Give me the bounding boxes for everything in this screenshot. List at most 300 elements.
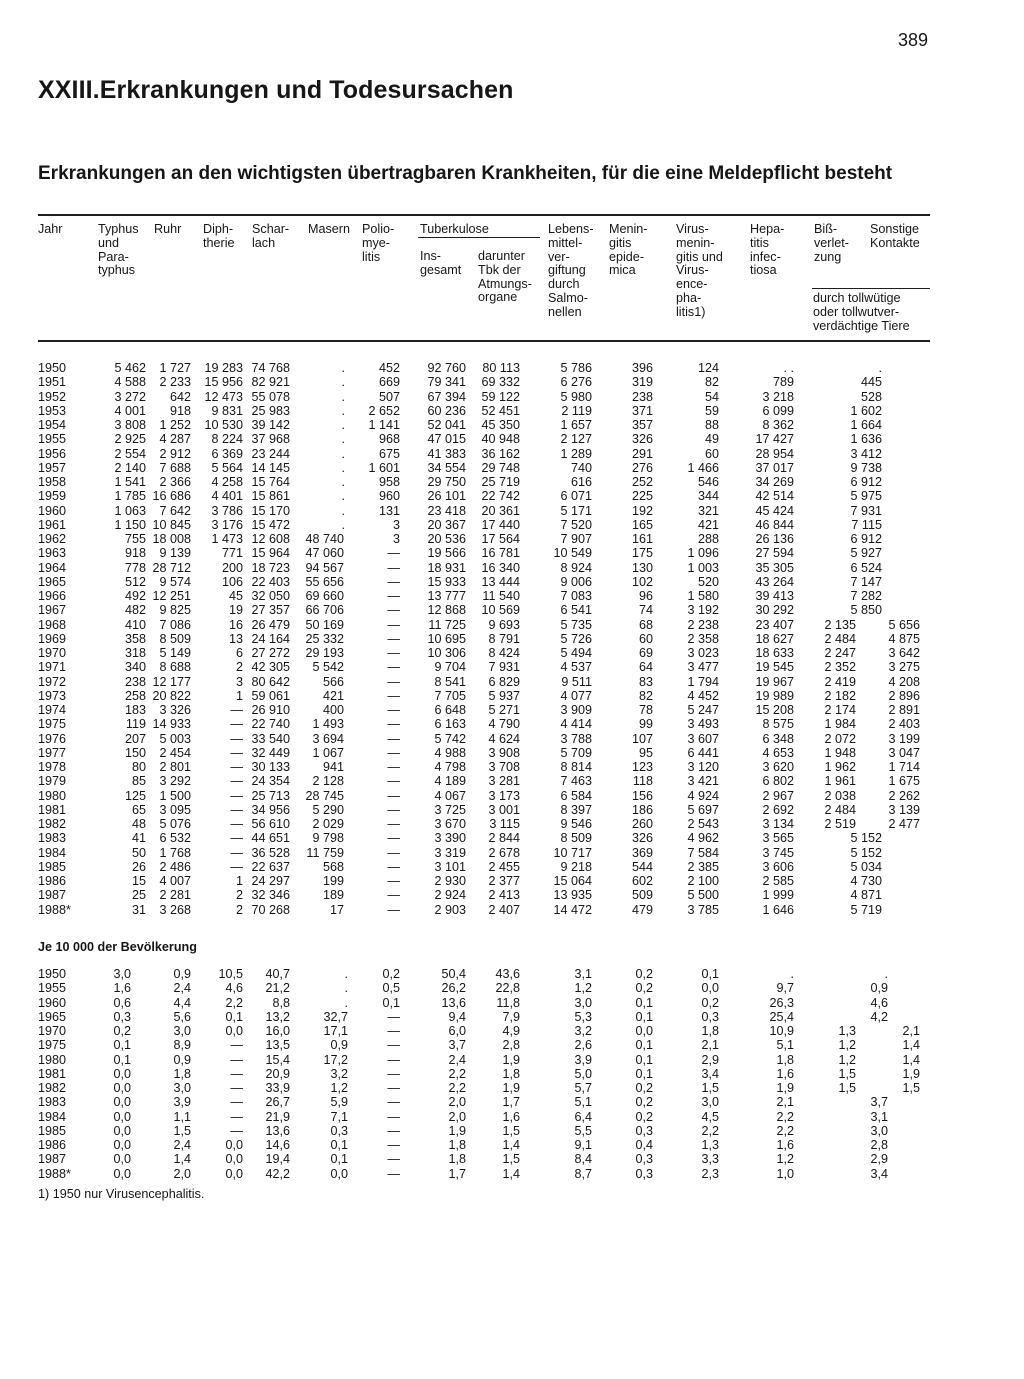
col-ruhr-cell: 12 177 xyxy=(152,674,191,689)
col-meningitis-cell: 326 xyxy=(631,432,653,447)
col-lebensmittel-cell: 5 980 xyxy=(560,389,592,404)
col-virus-cell: 60 xyxy=(704,446,719,461)
rate-meningitis-cell: 0,3 xyxy=(635,1123,653,1138)
col-typhus-cell: 119 xyxy=(125,717,146,732)
rate-typhus-cell: 3,0 xyxy=(113,967,131,981)
col-virus-cell: 344 xyxy=(697,489,719,504)
col-polio-cell: 131 xyxy=(378,503,400,518)
col-lebensmittel-cell: 5 709 xyxy=(560,745,592,760)
col-tbk-insgesamt-cell: 2 924 xyxy=(434,888,466,903)
rate-tbk-insgesamt-cell: 13,6 xyxy=(441,995,466,1010)
table-top-rule xyxy=(38,214,930,216)
rate-masern-cell: . xyxy=(344,981,348,996)
col-diphtherie-cell: 6 369 xyxy=(211,446,243,461)
rate-tollwut-total-cell: 4,6 xyxy=(870,995,888,1010)
col-masern-cell: 25 332 xyxy=(305,631,344,646)
rate-scharlach-cell: 16,0 xyxy=(265,1024,290,1038)
col-tollwut-total-cell xyxy=(822,774,882,788)
col-diphtherie-cell: 2 xyxy=(235,888,243,903)
col-meningitis-cell: 291 xyxy=(631,446,653,461)
col-tollwut-total-cell: 7 147 xyxy=(850,574,882,589)
col-lebensmittel-cell: 6 584 xyxy=(560,788,592,803)
col-tollwut-total-cell xyxy=(822,703,882,717)
col-scharlach-cell: 15 764 xyxy=(251,475,290,489)
col-scharlach xyxy=(230,361,290,917)
col-tbk-atmung-cell: 9 693 xyxy=(488,617,520,632)
col-tbk-atmung-cell: 16 340 xyxy=(481,560,520,575)
col-meningitis-cell: 68 xyxy=(638,617,653,632)
col-tbk-atmung-cell: 40 948 xyxy=(481,432,520,447)
col-years-cell: 1977 xyxy=(38,745,67,760)
col-lebensmittel-cell: 6 541 xyxy=(560,603,592,618)
col-polio-cell: — xyxy=(387,888,400,903)
rate-polio-cell: 0,2 xyxy=(382,967,400,981)
rate-ruhr-cell: 1,4 xyxy=(173,1152,191,1167)
col-tbk-insgesamt-cell: 6 648 xyxy=(434,703,466,717)
col-diphtherie-cell: — xyxy=(230,859,243,874)
col-virus-cell: 321 xyxy=(697,503,719,518)
rate-tbk-insgesamt-cell: 3,7 xyxy=(448,1038,466,1053)
rate-meningitis-cell: 0,2 xyxy=(635,1081,653,1095)
col-meningitis-cell: 544 xyxy=(631,859,653,874)
col-tollwut-total-cell xyxy=(822,689,882,703)
col-scharlach-cell: 22 740 xyxy=(251,717,290,732)
col-polio-cell: — xyxy=(387,574,400,589)
col-years-cell: 1987 xyxy=(38,888,67,903)
col-tollwut-total-cell: 528 xyxy=(860,389,882,404)
col-polio-marks-cell: . xyxy=(341,375,345,390)
col-biss-cell: 2 135 xyxy=(824,617,856,632)
col-scharlach-cell: 55 078 xyxy=(251,389,290,404)
rate-scharlach-cell: 14,6 xyxy=(265,1138,290,1152)
col-tbk-insgesamt-cell: 15 933 xyxy=(427,574,466,589)
col-years-cell: 1986 xyxy=(38,874,67,888)
col-hepatitis-cell: 45 424 xyxy=(755,503,794,518)
rate-tollwut-total-cell xyxy=(828,1067,888,1081)
col-scharlach-cell: 15 861 xyxy=(251,489,290,504)
rate-masern-cell: . xyxy=(344,967,348,981)
col-years-cell: 1981 xyxy=(38,802,67,817)
rate-diphtherie-cell: — xyxy=(230,1109,243,1124)
rate-virus-cell: 2,9 xyxy=(701,1052,719,1067)
rate-lebensmittel-cell: 3,9 xyxy=(574,1052,592,1067)
rate-virus-cell: 0,2 xyxy=(701,995,719,1010)
col-tollwut-total-cell: 5 152 xyxy=(850,831,882,846)
col-lebensmittel-cell: 5 726 xyxy=(560,631,592,646)
col-typhus-cell: 15 xyxy=(131,874,146,888)
col-typhus-cell: 778 xyxy=(124,560,146,575)
rate-lebensmittel-cell: 5,3 xyxy=(574,1009,592,1024)
col-sonstige-cell: 3 642 xyxy=(888,646,920,660)
col-polio-marks-cell: . xyxy=(341,403,345,418)
col-tollwut-total-cell: 9 738 xyxy=(850,460,882,475)
col-diphtherie-cell: 8 224 xyxy=(211,432,243,447)
col-meningitis-cell: 102 xyxy=(631,574,653,589)
rate-tbk-atmung-cell: 1,5 xyxy=(502,1152,520,1167)
col-scharlach-cell: 36 528 xyxy=(251,845,290,860)
col-polio-cell: — xyxy=(387,660,400,675)
header-masern: Masern xyxy=(308,222,350,236)
rate-diphtherie-cell: 0,0 xyxy=(225,1024,243,1038)
col-hepatitis-cell: 1 646 xyxy=(762,902,794,917)
col-scharlach-cell: 22 403 xyxy=(251,574,290,589)
col-years-cell: 1965 xyxy=(38,574,67,589)
col-hepatitis-cell: 19 967 xyxy=(755,674,794,689)
col-scharlach-cell: 33 540 xyxy=(251,731,290,746)
page-number: 389 xyxy=(898,30,929,50)
rate-tbk-atmung-cell: 1,6 xyxy=(502,1109,520,1124)
rate-years-cell: 1955 xyxy=(38,981,67,996)
col-masern-cell: 1 493 xyxy=(312,717,344,732)
rate-tbk-insgesamt-cell: 1,8 xyxy=(448,1152,466,1167)
col-hepatitis-cell: 37 017 xyxy=(755,460,794,475)
rate-virus-cell: 3,3 xyxy=(701,1152,719,1167)
rate-sonstige-cell: 1,5 xyxy=(902,1081,920,1095)
col-scharlach-cell: 25 713 xyxy=(251,788,290,803)
col-virus-cell: 88 xyxy=(704,418,719,432)
col-scharlach-cell: 27 357 xyxy=(251,603,290,618)
col-typhus-cell: 318 xyxy=(124,646,146,660)
header-tollwut: durch tollwütige oder tollwutver- verdächtige Tiere xyxy=(813,291,910,333)
col-lebensmittel-cell: 1 289 xyxy=(560,446,592,461)
col-virus-cell: 5 500 xyxy=(687,888,719,903)
col-typhus-cell: 65 xyxy=(131,802,146,817)
rate-typhus-cell: 0,6 xyxy=(113,995,131,1010)
rate-virus-cell: 2,2 xyxy=(701,1123,719,1138)
header-meningitis: Menin- gitis epide- mica xyxy=(609,222,648,278)
rate-scharlach-cell: 13,6 xyxy=(265,1123,290,1138)
rate-lebensmittel-cell: 1,2 xyxy=(574,981,592,996)
col-hepatitis-cell: 34 269 xyxy=(755,475,794,489)
rate-virus-cell: 3,0 xyxy=(701,1095,719,1110)
rate-masern-cell: 1,2 xyxy=(330,1081,348,1095)
col-masern-cell: 2 128 xyxy=(312,774,344,789)
col-virus-cell: 3 023 xyxy=(687,646,719,660)
col-lebensmittel-cell: 7 907 xyxy=(560,532,592,546)
col-tbk-atmung-cell: 2 678 xyxy=(488,845,520,860)
rate-diphtherie-cell: 0,1 xyxy=(225,1009,243,1024)
col-tbk-atmung-cell: 8 424 xyxy=(488,646,520,660)
col-biss-cell: 2 072 xyxy=(824,731,856,746)
rate-hepatitis-cell: 1,8 xyxy=(776,1052,794,1067)
col-tbk-atmung-cell: 5 937 xyxy=(488,688,520,703)
col-meningitis-cell: 238 xyxy=(631,389,653,404)
col-typhus-cell: 1 063 xyxy=(114,503,146,518)
col-typhus-cell: 4 001 xyxy=(114,403,146,418)
rate-hepatitis-cell: . xyxy=(790,967,794,981)
rate-typhus-cell: 0,0 xyxy=(113,1095,131,1110)
rate-tollwut-total-cell xyxy=(828,1024,888,1038)
col-years-cell: 1968 xyxy=(38,617,67,632)
col-sonstige-cell: 2 477 xyxy=(888,817,920,831)
col-polio-marks-cell: . xyxy=(341,418,345,432)
col-meningitis-cell: 602 xyxy=(631,874,653,888)
rate-years-cell: 1981 xyxy=(38,1066,67,1081)
col-ruhr-cell: 28 712 xyxy=(152,560,191,575)
col-years-cell: 1950 xyxy=(38,361,67,375)
col-ruhr xyxy=(131,361,191,917)
rate-diphtherie-cell: 4,6 xyxy=(225,981,243,996)
col-tbk-insgesamt-cell: 60 236 xyxy=(427,403,466,418)
col-years-cell: 1951 xyxy=(38,375,67,390)
col-lebensmittel-cell: 5 494 xyxy=(560,646,592,660)
col-typhus-cell: 258 xyxy=(124,688,146,703)
col-biss-cell: 2 038 xyxy=(824,788,856,803)
col-tbk-insgesamt-cell: 11 725 xyxy=(428,617,466,632)
col-years-cell: 1961 xyxy=(38,517,67,532)
col-meningitis-cell: 82 xyxy=(638,688,653,703)
col-tbk-insgesamt-cell: 47 015 xyxy=(427,432,466,447)
col-polio-cell: 958 xyxy=(378,475,400,489)
col-virus-cell: 1 466 xyxy=(687,460,719,475)
rate-virus-cell: 4,5 xyxy=(701,1109,719,1124)
rate-ruhr-cell: 3,9 xyxy=(173,1095,191,1110)
col-meningitis-cell: 99 xyxy=(638,717,653,732)
col-lebensmittel-cell: 3 909 xyxy=(560,703,592,717)
col-hepatitis-cell: 789 xyxy=(772,375,794,390)
col-years-cell: 1971 xyxy=(38,660,67,675)
col-tbk-insgesamt-cell: 20 536 xyxy=(427,532,466,546)
rate-lebensmittel-cell: 5,1 xyxy=(574,1095,592,1110)
rate-scharlach-cell: 20,9 xyxy=(265,1066,290,1081)
rate-years-cell: 1980 xyxy=(38,1052,67,1067)
col-ruhr-cell: 2 801 xyxy=(159,760,191,774)
col-virus-cell: 2 358 xyxy=(687,631,719,646)
col-tbk-atmung-cell: 6 829 xyxy=(488,674,520,689)
col-hepatitis-cell: 42 514 xyxy=(755,489,794,504)
rate-ruhr xyxy=(131,967,191,1181)
col-tollwut-total-cell: 5 850 xyxy=(850,603,882,618)
rate-scharlach-cell: 8,8 xyxy=(272,995,290,1010)
col-ruhr-cell: 2 486 xyxy=(159,859,191,874)
col-ruhr-cell: 2 366 xyxy=(159,475,191,489)
rate-masern-cell: 17,2 xyxy=(323,1052,348,1067)
col-ruhr-cell: 2 233 xyxy=(159,375,191,390)
col-masern-cell: 941 xyxy=(322,760,344,774)
col-tbk-atmung-cell: 17 440 xyxy=(481,517,520,532)
col-masern-cell: 566 xyxy=(322,674,344,689)
col-tollwut-total xyxy=(822,361,882,917)
col-diphtherie-cell: 19 283 xyxy=(204,361,243,375)
col-tollwut-total-cell xyxy=(822,675,882,689)
col-virus-cell: 82 xyxy=(704,375,719,390)
col-masern-cell: 17 xyxy=(329,902,344,917)
col-scharlach-cell: 27 272 xyxy=(251,646,290,660)
col-meningitis-cell: 225 xyxy=(631,489,653,504)
col-polio-marks-cell: . xyxy=(341,389,345,404)
col-tbk-atmung-cell: 8 791 xyxy=(488,631,520,646)
rate-ruhr-cell: 0,9 xyxy=(173,1052,191,1067)
rate-scharlach-cell: 15,4 xyxy=(265,1052,290,1067)
col-polio-cell: — xyxy=(387,902,400,917)
col-biss-cell: 1 962 xyxy=(824,760,856,774)
rate-years-cell: 1975 xyxy=(38,1038,67,1053)
rate-lebensmittel-cell: 5,0 xyxy=(574,1066,592,1081)
rate-masern-cell: 0,3 xyxy=(330,1123,348,1138)
header-scharlach: Schar- lach xyxy=(252,222,290,250)
col-diphtherie-cell: 1 xyxy=(235,688,243,703)
col-masern-cell: 11 759 xyxy=(306,845,344,860)
rate-sonstige-cell: 1,9 xyxy=(902,1066,920,1081)
col-masern-cell: 48 740 xyxy=(305,532,344,546)
col-masern-cell: 421 xyxy=(322,688,344,703)
col-scharlach-cell: 18 723 xyxy=(251,560,290,575)
rate-hepatitis-cell: 2,2 xyxy=(776,1109,794,1124)
col-ruhr-cell: 18 008 xyxy=(152,532,191,546)
chapter-title: XXIII.Erkrankungen und Todesursachen xyxy=(38,76,514,104)
rate-tollwut-total-cell: 4,2 xyxy=(870,1009,888,1024)
col-ruhr-cell: 5 076 xyxy=(159,817,191,831)
col-biss-cell: 1 984 xyxy=(824,717,856,732)
col-scharlach-cell: 23 244 xyxy=(251,446,290,461)
rate-years-cell: 1983 xyxy=(38,1095,67,1110)
col-scharlach-cell: 15 170 xyxy=(251,503,290,518)
col-tollwut-total-cell: 1 636 xyxy=(850,432,882,447)
col-polio-marks-cell: . xyxy=(341,361,345,375)
col-hepatitis-cell: 2 585 xyxy=(762,874,794,888)
rate-tollwut-total-cell xyxy=(828,1081,888,1095)
col-scharlach-cell: 15 472 xyxy=(251,517,290,532)
col-polio-cell: — xyxy=(387,745,400,760)
col-hepatitis-cell: 3 606 xyxy=(762,859,794,874)
col-years-cell: 1983 xyxy=(38,831,67,846)
rate-meningitis-cell: 0,0 xyxy=(635,1024,653,1038)
col-meningitis-cell: 357 xyxy=(631,418,653,432)
rate-years-cell: 1987 xyxy=(38,1152,67,1167)
col-scharlach-cell: 30 133 xyxy=(251,760,290,774)
rate-polio-cell: 0,5 xyxy=(382,981,400,996)
col-scharlach-cell: 12 608 xyxy=(251,532,290,546)
col-virus-cell: 2 385 xyxy=(687,859,719,874)
col-polio-cell: — xyxy=(387,859,400,874)
col-masern-cell: 199 xyxy=(322,874,344,888)
col-years-cell: 1954 xyxy=(38,418,67,432)
rate-masern-cell: . xyxy=(344,995,348,1010)
col-ruhr-cell: 4 287 xyxy=(159,432,191,447)
rate-ruhr-cell: 2,4 xyxy=(173,981,191,996)
col-virus-cell: 1 096 xyxy=(687,546,719,561)
rate-virus-cell: 2,3 xyxy=(701,1166,719,1181)
rate-tbk-atmung-cell: 2,8 xyxy=(502,1038,520,1053)
col-meningitis xyxy=(593,361,653,917)
rate-hepatitis-cell: 25,4 xyxy=(769,1009,794,1024)
col-virus-cell: 546 xyxy=(697,475,719,489)
rate-typhus xyxy=(71,967,131,1181)
rate-sonstige-cell: 2,1 xyxy=(902,1024,920,1038)
col-tbk-insgesamt-cell: 18 931 xyxy=(427,560,466,575)
rate-ruhr-cell: 3,0 xyxy=(173,1024,191,1038)
col-sonstige-cell: 2 262 xyxy=(888,788,920,803)
col-tollwut-total-cell: 4 730 xyxy=(850,874,882,888)
col-ruhr-cell: 7 642 xyxy=(159,503,191,518)
col-lebensmittel-cell: 9 511 xyxy=(561,674,592,689)
rate-masern-cell: 17,1 xyxy=(323,1024,348,1038)
col-typhus-cell: 207 xyxy=(124,731,146,746)
col-virus-cell: 3 477 xyxy=(687,660,719,675)
col-scharlach-cell: 39 142 xyxy=(251,418,290,432)
col-polio-cell: 1 601 xyxy=(368,460,400,475)
col-tbk-atmung-cell: 2 407 xyxy=(488,902,520,917)
rate-tollwut-total-cell: 2,9 xyxy=(870,1152,888,1167)
col-lebensmittel-cell: 9 218 xyxy=(560,859,592,874)
col-tbk-insgesamt-cell: 52 041 xyxy=(427,418,466,432)
col-meningitis-cell: 186 xyxy=(631,802,653,817)
col-ruhr-cell: 12 251 xyxy=(152,589,191,603)
rate-tbk-atmung-cell: 1,4 xyxy=(502,1138,520,1152)
col-typhus-cell: 482 xyxy=(124,603,146,618)
col-virus-cell: 3 493 xyxy=(687,717,719,732)
col-scharlach-cell: 70 268 xyxy=(251,902,290,917)
rate-years-cell: 1965 xyxy=(38,1009,67,1024)
col-polio-cell: — xyxy=(387,603,400,618)
col-typhus-cell: 4 588 xyxy=(114,375,146,390)
col-typhus-cell: 50 xyxy=(131,845,146,860)
rate-lebensmittel-cell: 5,5 xyxy=(574,1123,592,1138)
col-sonstige-cell: 5 656 xyxy=(888,617,920,632)
rate-polio-cell: — xyxy=(387,1009,400,1024)
rate-ruhr-cell: 4,4 xyxy=(173,995,191,1010)
rate-masern-cell: 0,0 xyxy=(330,1166,348,1181)
header-lebensmittel: Lebens- mittel- ver- giftung durch Salmo- nellen xyxy=(548,222,594,319)
col-hepatitis-cell: 3 620 xyxy=(762,760,794,774)
col-ruhr-cell: 9 574 xyxy=(159,574,191,589)
rate-ruhr-cell: 3,0 xyxy=(173,1081,191,1095)
rate-polio-cell: — xyxy=(387,1024,400,1038)
col-typhus-cell: 31 xyxy=(131,902,146,917)
rate-lebensmittel-cell: 5,7 xyxy=(574,1081,592,1095)
col-scharlach-cell: 24 164 xyxy=(251,631,290,646)
rate-virus-cell: 2,1 xyxy=(701,1038,719,1053)
rate-tbk-atmung-cell: 4,9 xyxy=(502,1024,520,1038)
rate-polio-cell: — xyxy=(387,1109,400,1124)
col-masern-cell: 69 660 xyxy=(305,589,344,603)
col-hepatitis-cell: 3 134 xyxy=(762,817,794,831)
col-diphtherie-cell: 3 xyxy=(235,674,243,689)
col-hepatitis-cell: . . xyxy=(783,361,794,375)
col-ruhr-cell: 3 095 xyxy=(159,802,191,817)
col-scharlach-cell: 26 479 xyxy=(251,617,290,632)
rate-years-cell: 1985 xyxy=(38,1123,67,1138)
col-years-cell: 1974 xyxy=(38,703,67,717)
col-masern-cell: 189 xyxy=(322,888,344,903)
col-tollwut-total-cell: 4 871 xyxy=(850,888,882,903)
rate-tollwut-total-cell: 3,1 xyxy=(870,1109,888,1124)
header-hepatitis: Hepa- titis infec- tiosa xyxy=(750,222,785,278)
col-meningitis-cell: 83 xyxy=(638,674,653,689)
col-tbk-insgesamt-cell: 3 390 xyxy=(434,831,466,846)
rate-diphtherie-cell: 10,5 xyxy=(218,967,243,981)
col-tollwut-total-cell: 5 927 xyxy=(850,546,882,561)
col-tbk-atmung-cell: 3 708 xyxy=(488,760,520,774)
col-meningitis-cell: 509 xyxy=(631,888,653,903)
header-tbk-insgesamt: Ins- gesamt xyxy=(420,249,462,277)
col-tbk-atmung-cell: 2 413 xyxy=(488,888,520,903)
col-polio-cell: — xyxy=(387,589,400,603)
col-years-cell: 1953 xyxy=(38,403,67,418)
col-virus-cell: 520 xyxy=(697,574,719,589)
col-masern-cell: 400 xyxy=(322,703,344,717)
col-tbk-insgesamt-cell: 7 705 xyxy=(434,688,466,703)
col-meningitis-cell: 130 xyxy=(631,560,653,575)
col-biss-cell: 2 247 xyxy=(824,646,856,660)
col-sonstige-cell: 2 403 xyxy=(888,717,920,732)
col-typhus-cell: 85 xyxy=(131,774,146,789)
col-typhus-cell: 5 462 xyxy=(114,361,146,375)
col-tollwut-total-cell xyxy=(822,746,882,760)
rate-diphtherie-cell: 0,0 xyxy=(225,1152,243,1167)
rate-years-cell: 1988* xyxy=(38,1166,71,1181)
col-hepatitis-cell: 6 348 xyxy=(762,731,794,746)
